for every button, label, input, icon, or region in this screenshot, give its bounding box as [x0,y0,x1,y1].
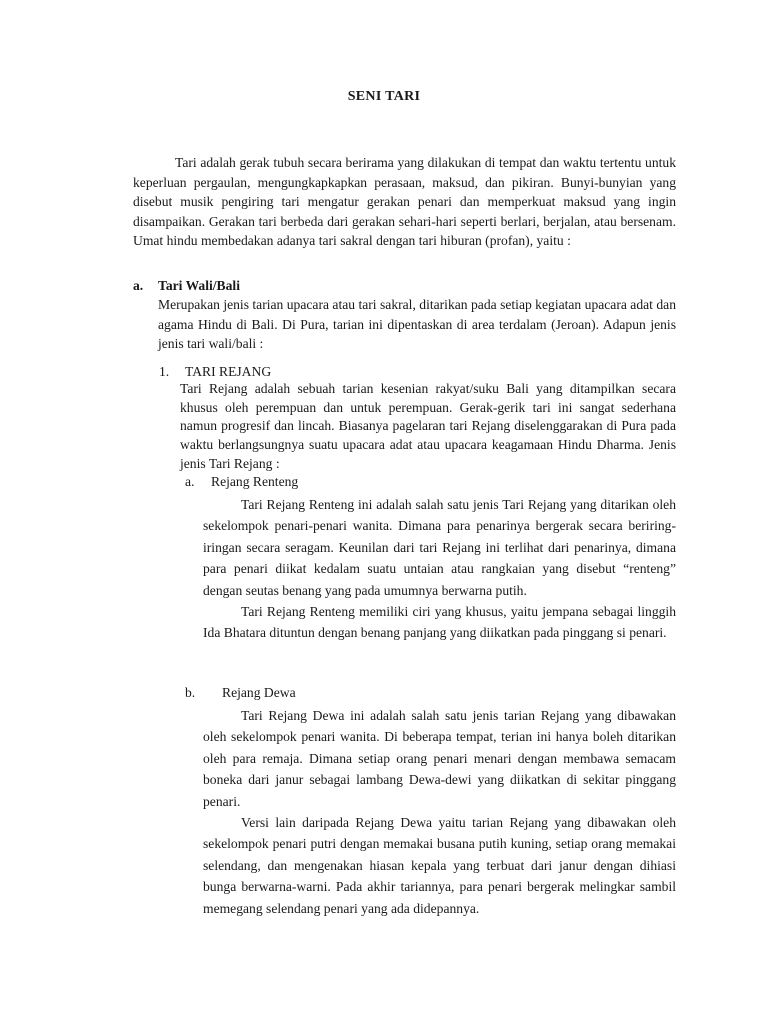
section-a-marker: a. [133,278,144,293]
rejang-renteng-title: Rejang Renteng [211,474,299,489]
rejang-dewa-heading [185,685,296,701]
page-title: SENI TARI [347,89,421,104]
rejang-renteng-body [203,494,676,644]
rejang-dewa-marker: b. [185,685,196,700]
section-a-text: Merupakan jenis tarian upacara atau tari sakral, ditarikan pada setiap kegiatan upacara adat dan agama Hindu di Bali. Di Pura, tarian ini dipentaskan di area terdalam (Jeroan). Adapun jenis jenis tari wali/bali : [158,297,676,351]
item-1-marker: 1. [159,364,170,379]
rejang-renteng-heading [185,474,298,490]
rejang-dewa-paragraph-1: Tari Rejang Dewa ini adalah salah satu jenis tarian Rejang yang dibawakan oleh sekelompok penari wanita. Di beberapa tempat, terian ini hanya boleh ditarikan oleh para remaja. Dimana setiap orang penari menari dengan membawa semacam boneka dari janur sebagai lambang Dewa-dewi yang diikatkan di sekitar pinggang penari. [203,708,676,809]
section-a-title: Tari Wali/Bali [158,278,240,293]
rejang-renteng-paragraph-2: Tari Rejang Renteng memiliki ciri yang khusus, yaitu jempana sebagai linggih Ida Bhatara dituntun dengan benang panjang yang diikatkan pada pinggang si penari. [203,604,676,641]
item-1-title: TARI REJANG [185,364,272,379]
section-a-body [158,295,676,354]
intro-text: Tari adalah gerak tubuh secara berirama yang dilakukan di tempat dan waktu tertentu untuk keperluan pergaulan, mengungkapkapkan perasaan, maksud, dan pikiran. Bunyi-bunyian yang disebut musik pengiring tari mengatur gerakan penari dan memperkuat maksud yang ingin disampaikan. Gerakan tari berbeda dari gerakan sehari-hari seperti berlari, berjalan, atau bersenam. Umat hindu membedakan adanya tari sakral dengan tari hiburan (profan), yaitu : [133,155,676,248]
rejang-renteng-marker: a. [185,474,195,489]
item-1-heading [159,364,271,380]
section-a-heading [133,278,240,294]
rejang-dewa-body [203,705,676,919]
item-1-body [180,380,676,474]
rejang-dewa-paragraph-2: Versi lain daripada Rejang Dewa yaitu tarian Rejang yang dibawakan oleh sekelompok penari putri dengan memakai busana putih kuning, setiap orang memakai selendang, dan mengenakan hiasan kepala yang terbuat dari janur dengan dihiasi bunga berwarna-warni. Pada akhir tariannya, para penari bergerak melingkar sambil memegang selendang penari yang ada didepannya. [203,815,676,916]
rejang-dewa-title: Rejang Dewa [222,685,296,700]
item-1-text: Tari Rejang adalah sebuah tarian kesenian rakyat/suku Bali yang ditampilkan secara khusus oleh perempuan dan untuk perempuan. Gerak-gerik tari ini sangat sederhana namun progresif dan lincah. Biasanya pagelaran tari Rejang diselenggarakan di Pura pada waktu berlangsungnya suatu upacara adat atau upacara keagamaan Hindu Dharma. Jenis jenis Tari Rejang : [180,381,676,471]
intro-paragraph [133,153,676,251]
rejang-renteng-paragraph-1: Tari Rejang Renteng ini adalah salah satu jenis Tari Rejang yang ditarikan oleh sekelompok penari-penari wanita. Dimana para penarinya bergerak secara beriring-iringan secara seragam. Keunilan dari tari Rejang ini terlihat dari penarinya, dimana para penari diikat kedalam suatu untaian atau rangkaian yang disebut “renteng” dengan seutas benang yang pada umumnya berwarna putih. [203,497,676,598]
